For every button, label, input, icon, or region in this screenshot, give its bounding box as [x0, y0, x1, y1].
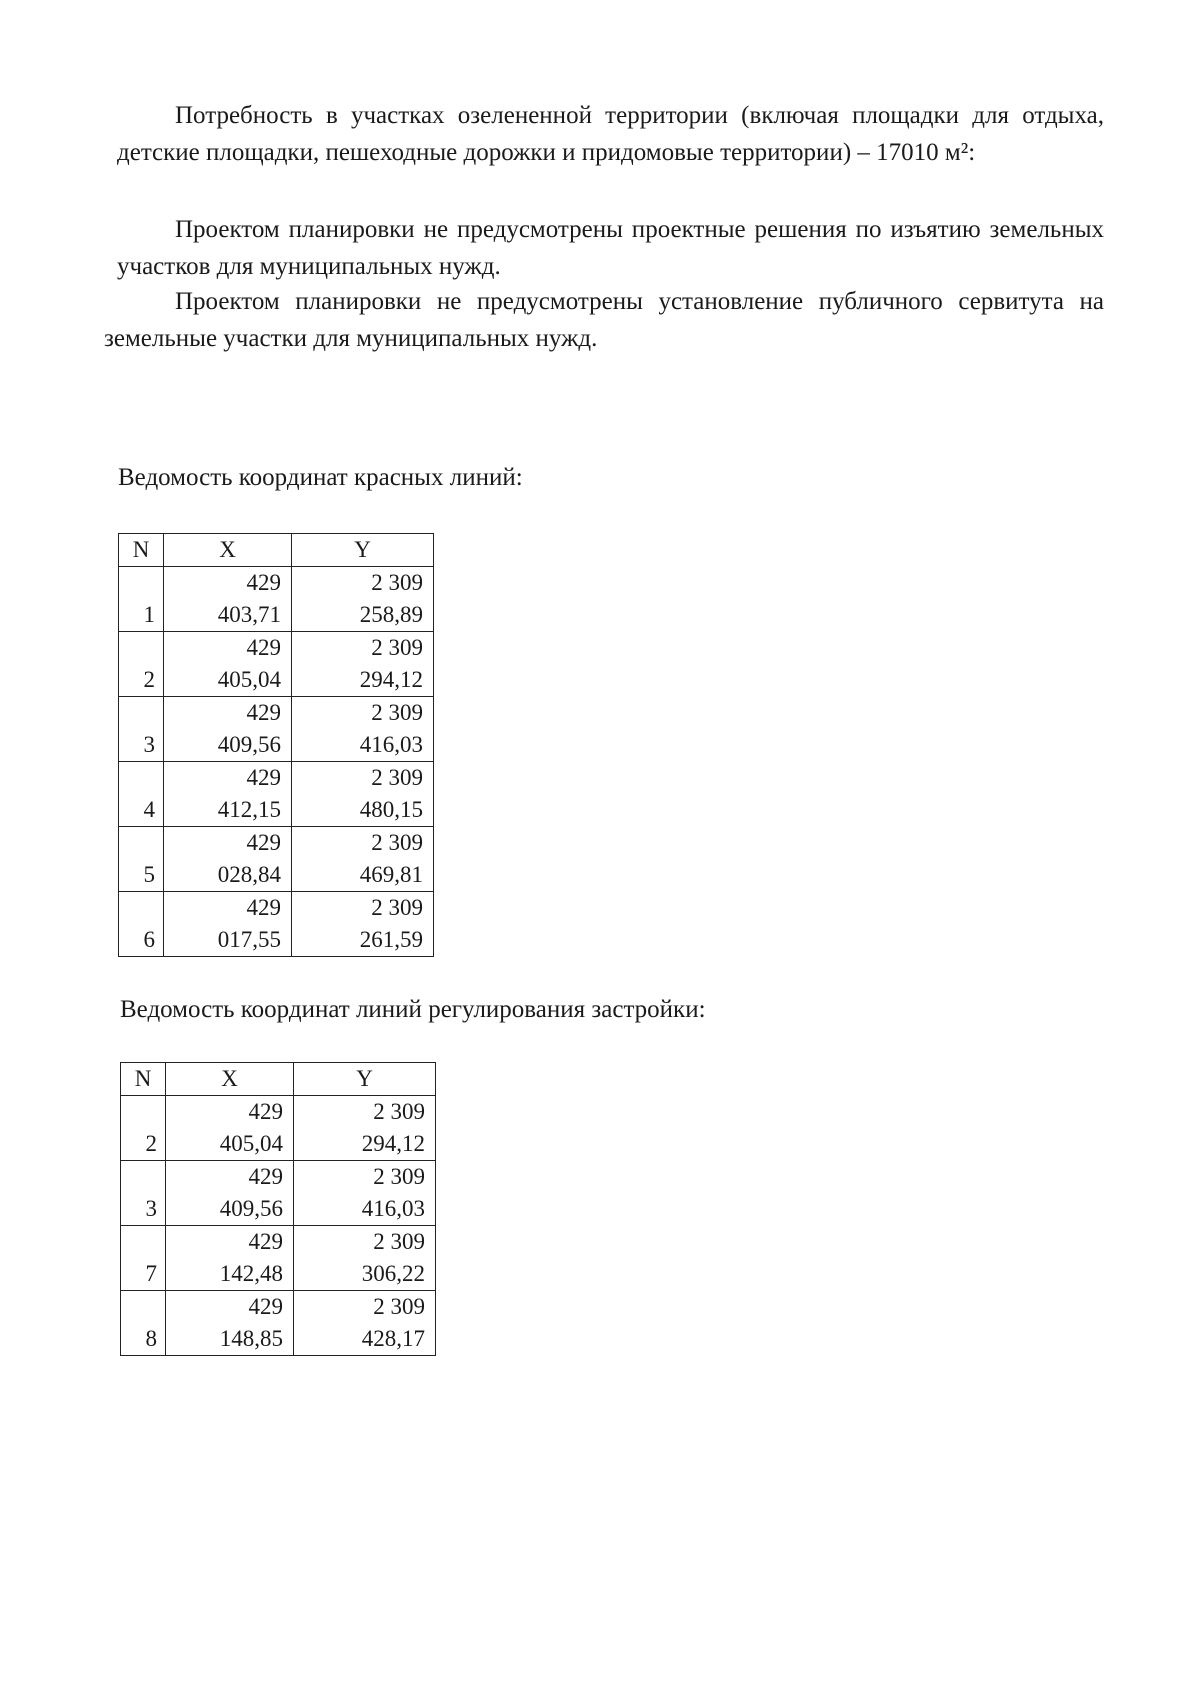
header-n: N: [119, 534, 164, 567]
x-coordinate: 429 405,04: [164, 632, 292, 697]
point-number: 2: [119, 632, 164, 697]
point-number: 2: [121, 1096, 166, 1161]
header-x: X: [164, 534, 292, 567]
building-lines-table: [120, 1062, 436, 1356]
point-number: 3: [121, 1161, 166, 1226]
x-coordinate: 429 405,04: [166, 1096, 294, 1161]
table-row: [121, 1161, 436, 1226]
point-number: 6: [119, 892, 164, 957]
table-row: [121, 1291, 436, 1356]
y-coordinate: 2 309 258,89: [292, 567, 434, 632]
red-lines-table: [118, 533, 434, 957]
table-row: [119, 697, 434, 762]
y-coordinate: 2 309 416,03: [294, 1161, 436, 1226]
building-lines-heading: Ведомость координат линий регулирования застройки:: [120, 996, 706, 1023]
point-number: 3: [119, 697, 164, 762]
paragraph-no-servitude-text: Проектом планировки не предусмотрены установление публичного сервитута на земельные участки для муниципальных нужд.: [104, 288, 1104, 352]
x-coordinate: 429 409,56: [164, 697, 292, 762]
table-row: [119, 762, 434, 827]
point-number: 1: [119, 567, 164, 632]
y-coordinate: 2 309 294,12: [292, 632, 434, 697]
point-number: 5: [119, 827, 164, 892]
x-coordinate: 429 028,84: [164, 827, 292, 892]
table-row: [119, 567, 434, 632]
x-coordinate: 429 412,15: [164, 762, 292, 827]
point-number: 7: [121, 1226, 166, 1291]
table-row: [121, 1096, 436, 1161]
red-lines-heading: Ведомость координат красных линий:: [118, 464, 523, 491]
point-number: 4: [119, 762, 164, 827]
table-row: [119, 892, 434, 957]
y-coordinate: 2 309 261,59: [292, 892, 434, 957]
x-coordinate: 429 142,48: [166, 1226, 294, 1291]
y-coordinate: 2 309 469,81: [292, 827, 434, 892]
x-coordinate: 429 409,56: [166, 1161, 294, 1226]
y-coordinate: 2 309 306,22: [294, 1226, 436, 1291]
paragraph-no-seizure-text: Проектом планировки не предусмотрены проектные решения по изъятию земельных участков для муниципальных нужд.: [117, 216, 1104, 280]
header-y: Y: [292, 534, 434, 567]
paragraph-no-seizure: [117, 211, 1104, 285]
point-number: 8: [121, 1291, 166, 1356]
x-coordinate: 429 403,71: [164, 567, 292, 632]
x-coordinate: 429 017,55: [164, 892, 292, 957]
table-header-row: [121, 1063, 436, 1096]
table-row: [119, 632, 434, 697]
y-coordinate: 2 309 294,12: [294, 1096, 436, 1161]
header-y: Y: [294, 1063, 436, 1096]
paragraph-green-area-text: Потребность в участках озелененной территории (включая площадки для отдыха, детские площадки, пешеходные дорожки и придомовые территории) – 17010 м²:: [117, 102, 1104, 166]
y-coordinate: 2 309 416,03: [292, 697, 434, 762]
paragraph-no-servitude: [104, 283, 1104, 357]
table-header-row: [119, 534, 434, 567]
header-x: X: [166, 1063, 294, 1096]
x-coordinate: 429 148,85: [166, 1291, 294, 1356]
table-row: [119, 827, 434, 892]
header-n: N: [121, 1063, 166, 1096]
paragraph-green-area: [117, 97, 1104, 171]
y-coordinate: 2 309 428,17: [294, 1291, 436, 1356]
table-row: [121, 1226, 436, 1291]
y-coordinate: 2 309 480,15: [292, 762, 434, 827]
